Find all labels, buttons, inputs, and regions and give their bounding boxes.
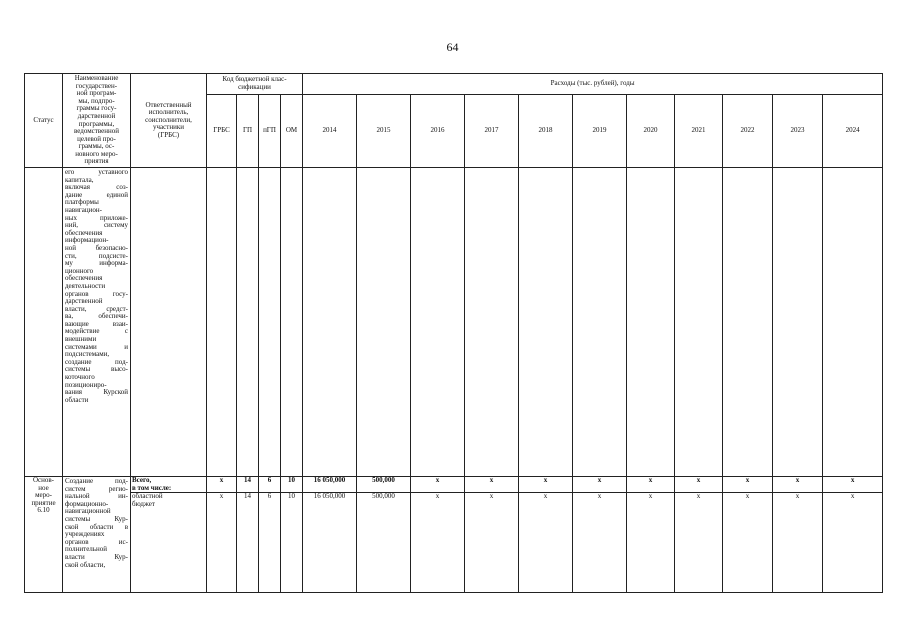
value-cell: х <box>675 477 723 493</box>
executor-header: Ответственный исполнитель, соисполнители, участники (ГРБС) <box>131 74 207 168</box>
budget-table <box>24 73 883 593</box>
executor-total: Всего, в том числе: <box>131 477 207 493</box>
empty-cell <box>823 168 883 477</box>
value-cell: х <box>519 477 573 493</box>
code-cell: 6 <box>259 477 281 493</box>
empty-cell <box>207 168 237 477</box>
year-header: 2016 <box>411 95 465 168</box>
code-cell: х <box>207 493 237 593</box>
value-cell: х <box>627 493 675 593</box>
code-header-grbs: ГРБС <box>207 95 237 168</box>
empty-cell <box>131 168 207 477</box>
status-header: Статус <box>25 74 63 168</box>
continuation-name-cell: его уставного капитала, включая соз- дание единой платформы навигацион- ных приложе- ний, систему обеспечения информацион- ной безопасно- сти, подсисте- му информа- ционного обеспечения деятельности органов госу- дарственной власти, средст- ва, обеспечи- вающие взаи- модействие с внешними системами и подсистемами, создание под- системы высо- коточного позициониро- вания Курской области <box>63 168 131 477</box>
empty-cell <box>25 168 63 477</box>
total-row <box>25 477 883 493</box>
code-header-om: ОМ <box>281 95 303 168</box>
empty-cell <box>627 168 675 477</box>
value-cell: х <box>465 477 519 493</box>
value-cell: х <box>723 493 773 593</box>
year-header: 2021 <box>675 95 723 168</box>
value-cell: х <box>723 477 773 493</box>
code-cell: 6 <box>259 493 281 593</box>
code-header-pgp: пГП <box>259 95 281 168</box>
code-cell: 14 <box>237 493 259 593</box>
value-cell: х <box>411 477 465 493</box>
year-header: 2019 <box>573 95 627 168</box>
year-header: 2017 <box>465 95 519 168</box>
value-cell: х <box>823 477 883 493</box>
value-cell: х <box>627 477 675 493</box>
measure-name-cell: Создание под- систем регио- нальной ин- формационно- навигационной системы Кур- ской области в учреждениях органов ис- полнительной власти Кур- ской области, <box>63 477 131 593</box>
year-header: 2020 <box>627 95 675 168</box>
year-header: 2018 <box>519 95 573 168</box>
value-cell: х <box>773 493 823 593</box>
value-cell: 500,000 <box>357 493 411 593</box>
measure-status-cell: Основ- ное меро- приятие 6.10 <box>25 477 63 593</box>
empty-cell <box>465 168 519 477</box>
year-header: 2024 <box>823 95 883 168</box>
empty-cell <box>675 168 723 477</box>
value-cell: х <box>675 493 723 593</box>
expenses-header: Расходы (тыс. рублей), годы <box>303 74 883 95</box>
year-header: 2014 <box>303 95 357 168</box>
code-cell: 14 <box>237 477 259 493</box>
executor-regional: областной бюджет <box>131 493 207 593</box>
code-cell: 10 <box>281 493 303 593</box>
value-cell: х <box>519 493 573 593</box>
value-cell: 16 050,000 <box>303 493 357 593</box>
empty-cell <box>357 168 411 477</box>
header-row-1 <box>25 74 883 95</box>
year-header: 2022 <box>723 95 773 168</box>
empty-cell <box>519 168 573 477</box>
value-cell: х <box>411 493 465 593</box>
code-cell: 10 <box>281 477 303 493</box>
name-header: Наименование государствен- ной програм- мы, подпро- граммы госу- дарственной программы, ведомственной целевой про- граммы, ос- новного меро- приятия <box>63 74 131 168</box>
empty-cell <box>259 168 281 477</box>
empty-cell <box>411 168 465 477</box>
continuation-row <box>25 168 883 477</box>
code-cell: х <box>207 477 237 493</box>
value-cell: х <box>773 477 823 493</box>
code-header-gp: ГП <box>237 95 259 168</box>
empty-cell <box>281 168 303 477</box>
value-cell: 16 050,000 <box>303 477 357 493</box>
value-cell: 500,000 <box>357 477 411 493</box>
year-header: 2023 <box>773 95 823 168</box>
value-cell: х <box>573 477 627 493</box>
empty-cell <box>773 168 823 477</box>
value-cell: х <box>573 493 627 593</box>
empty-cell <box>573 168 627 477</box>
empty-cell <box>723 168 773 477</box>
value-cell: х <box>823 493 883 593</box>
value-cell: х <box>465 493 519 593</box>
page-number: 64 <box>446 40 459 54</box>
empty-cell <box>237 168 259 477</box>
year-header: 2015 <box>357 95 411 168</box>
regional-budget-row <box>25 493 883 593</box>
budget-code-header: Код бюджетной клас- сификации <box>207 74 303 95</box>
empty-cell <box>303 168 357 477</box>
